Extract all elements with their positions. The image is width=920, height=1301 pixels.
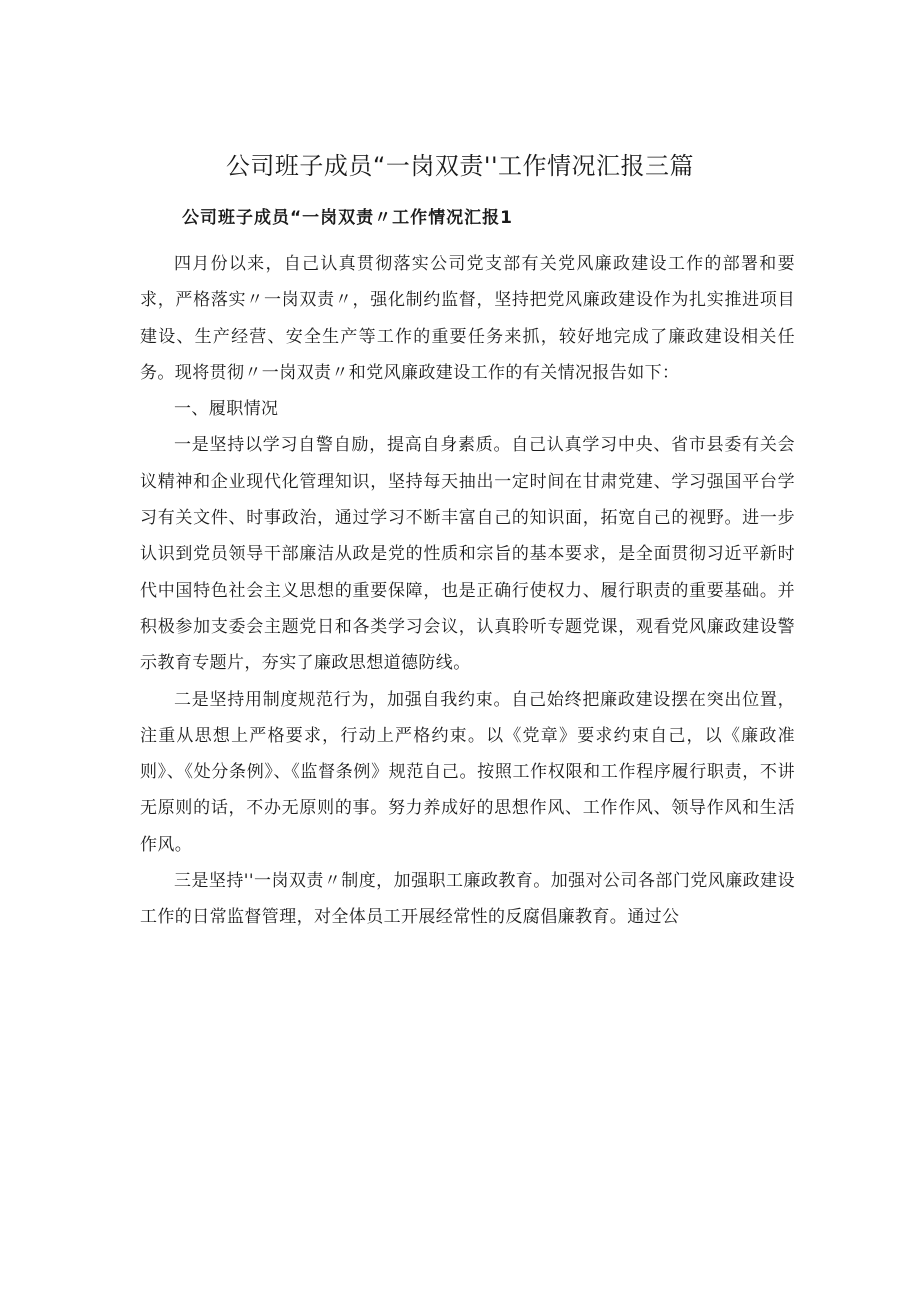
document-title: 公司班子成员“一岗双责''工作情况汇报三篇 [225, 152, 695, 180]
paragraph-education: 三是坚持''一岗双责〃制度，加强职工廉政教育。加强对公司各部门党风廉政建设工作的日常监督管理，对全体员工开展经常性的反腐倡廉教育。通过公 [140, 871, 795, 928]
document-body [140, 246, 795, 936]
section-subtitle: 公司班子成员“一岗双责〃工作情况汇报1 [182, 208, 514, 228]
section-heading-duties: 一、履职情况 [174, 399, 279, 420]
paragraph-study: 一是坚持以学习自警自励，提高自身素质。自己认真学习中央、省市县委有关会议精神和企业现代化管理知识，坚持每天抽出一定时间在甘肃党建、学习强国平台学习有关文件、时事政治，通过学习不断丰富自己的知识面，拓宽自己的视野。进一步认识到党员领导干部廉洁从政是党的性质和宗旨的基本要求，是全面贯彻习近平新时代中国特色社会主义思想的重要保障，也是正确行使权力、履行职责的重要基础。并积极参加支委会主题党日和各类学习会议，认真聆听专题党课，观看党风廉政建设警示教育专题片，夯实了廉政思想道德防线。 [140, 435, 795, 674]
paragraph-intro: 四月份以来，自己认真贯彻落实公司党支部有关党风廉政建设工作的部署和要求，严格落实〃一岗双责〃，强化制约监督，坚持把党风廉政建设作为扎实推进项目建设、生产经营、安全生产等工作的重要任务来抓，较好地完成了廉政建设相关任务。现将贯彻〃一岗双责〃和党风廉政建设工作的有关情况报告如下： [140, 254, 795, 383]
paragraph-discipline: 二是坚持用制度规范行为，加强自我约束。自己始终把廉政建设摆在突出位置，注重从思想上严格要求，行动上严格约束。以《党章》要求约束自己，以《廉政准则》、《处分条例》、《监督条例》规范自己。按照工作权限和工作程序履行职责，不讲无原则的话，不办无原则的事。努力养成好的思想作风、工作作风、领导作风和生活作风。 [140, 689, 795, 855]
